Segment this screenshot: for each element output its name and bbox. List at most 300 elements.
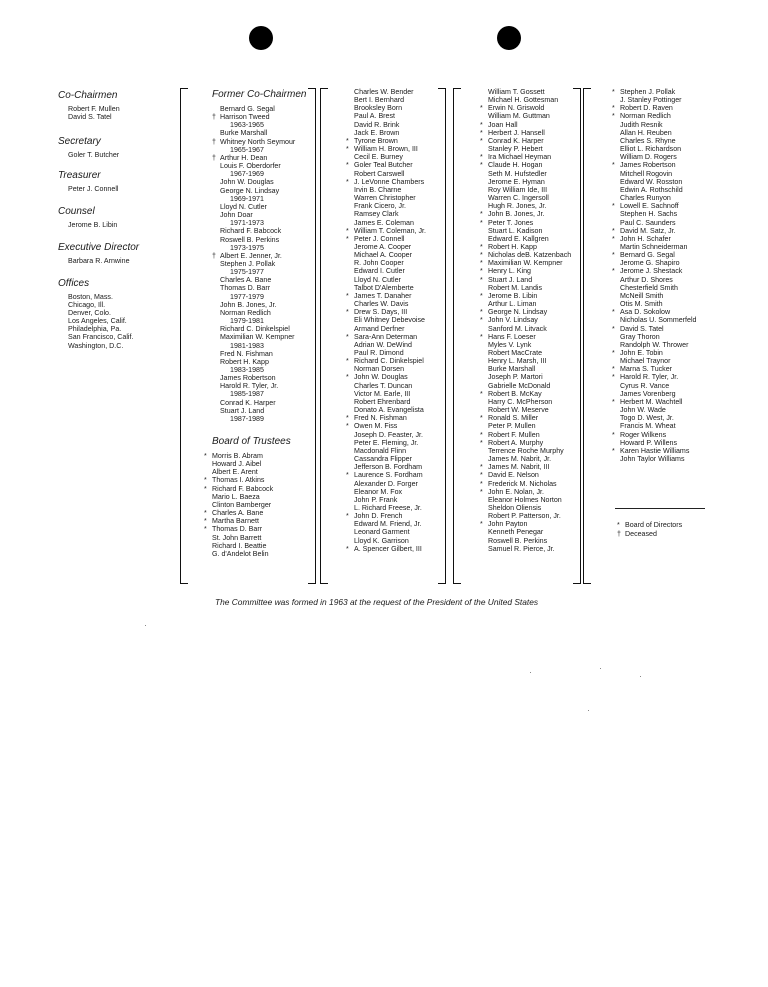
member-row — [204, 476, 291, 484]
member-marker: * — [346, 145, 349, 154]
member-name: Howard J. Aibel — [212, 460, 262, 469]
member-row — [346, 292, 426, 300]
member-marker: * — [480, 463, 483, 472]
member-row — [480, 316, 571, 324]
asterisk-marker: * — [617, 521, 620, 529]
member-name: Samuel R. Pierce, Jr. — [488, 544, 555, 553]
member-name: Sanford M. Litvack — [488, 324, 547, 333]
member-name: Joseph P. Martori — [488, 373, 543, 382]
member-name: Stephen H. Sachs — [620, 210, 678, 219]
member-row — [346, 496, 426, 504]
member-row — [480, 398, 571, 406]
member-name: Charles W. Davis — [354, 300, 409, 309]
member-name: G. d'Andelot Belin — [212, 549, 269, 558]
member-marker: * — [346, 136, 349, 145]
member-name: James E. Coleman — [354, 218, 414, 227]
member-row — [480, 528, 571, 536]
member-marker: * — [612, 365, 615, 374]
member-row — [612, 243, 696, 251]
member-row — [612, 88, 696, 96]
member-marker: * — [204, 509, 207, 518]
member-row — [612, 300, 696, 308]
member-row — [346, 414, 426, 422]
member-row — [212, 333, 306, 341]
member-row — [346, 276, 426, 284]
member-name: Richard C. Dinkelspiel — [220, 325, 290, 334]
member-row — [612, 373, 696, 381]
member-row — [480, 373, 571, 381]
member-name: Myles V. Lynk — [488, 340, 532, 349]
member-row — [212, 268, 306, 276]
member-row — [612, 129, 696, 137]
member-name: Lloyd K. Garrison — [354, 536, 409, 545]
member-row — [480, 243, 571, 251]
member-name: Terrence Roche Murphy — [488, 446, 564, 455]
member-name: Martha Barnett — [212, 517, 259, 526]
member-row — [480, 308, 571, 316]
member-name: John W. Douglas — [354, 373, 408, 382]
officer-name: Goler T. Butcher — [68, 151, 120, 159]
member-row — [346, 439, 426, 447]
member-row — [204, 452, 291, 460]
member-row — [212, 178, 306, 186]
member-row — [480, 300, 571, 308]
member-name: Robert H. Kapp — [220, 357, 269, 366]
member-marker: * — [480, 136, 483, 145]
member-name: Eleanor M. Fox — [354, 487, 403, 496]
member-marker: * — [480, 267, 483, 276]
member-row — [346, 243, 426, 251]
member-row — [480, 112, 571, 120]
member-row — [346, 431, 426, 439]
member-name: William T. Coleman, Jr. — [354, 226, 427, 235]
member-name: Roswell B. Perkins — [220, 235, 280, 244]
member-row — [346, 137, 426, 145]
officer-name: Peter J. Connell — [68, 185, 119, 193]
binder-hole-right — [497, 26, 521, 50]
member-row — [212, 162, 306, 170]
member-name: Edward I. Cutler — [354, 267, 405, 276]
member-name: Victor M. Earle, III — [354, 389, 411, 398]
member-marker: * — [346, 332, 349, 341]
member-marker: * — [612, 397, 615, 406]
member-name: William D. Rogers — [620, 153, 677, 162]
section-offices — [58, 278, 134, 350]
member-row — [212, 309, 306, 317]
member-row — [612, 145, 696, 153]
member-name: Norman Dorsen — [354, 365, 405, 374]
binder-hole-left — [249, 26, 273, 50]
member-row — [612, 349, 696, 357]
member-row — [346, 390, 426, 398]
member-row — [346, 202, 426, 210]
member-row — [480, 186, 571, 194]
legend — [617, 521, 682, 538]
member-row — [346, 398, 426, 406]
member-marker: * — [480, 520, 483, 529]
member-marker: * — [346, 357, 349, 366]
member-name: Elliot L. Richardson — [620, 145, 682, 154]
member-row — [612, 202, 696, 210]
member-row — [212, 260, 306, 268]
member-name: Stuart L. Kadison — [488, 226, 543, 235]
member-row — [346, 308, 426, 316]
section-title: Offices — [58, 278, 90, 289]
member-name: Karen Hastie Williams — [620, 446, 690, 455]
member-name: John Taylor Williams — [620, 455, 685, 464]
member-marker: † — [212, 153, 216, 162]
member-row — [480, 202, 571, 210]
member-name: John B. Jones, Jr. — [488, 210, 545, 219]
member-marker: * — [612, 349, 615, 357]
member-name: Clinton Bamberger — [212, 500, 272, 509]
member-row — [212, 284, 306, 292]
member-row — [612, 121, 696, 129]
member-marker: * — [480, 210, 483, 219]
member-row — [346, 365, 426, 373]
office-city: Philadelphia, Pa. — [68, 325, 122, 334]
member-name: Roswell B. Perkins — [488, 536, 548, 545]
member-name: Robert P. Patterson, Jr. — [488, 512, 561, 521]
member-row — [346, 96, 426, 104]
member-marker: * — [480, 104, 483, 113]
member-name: Mario L. Baeza — [212, 492, 260, 501]
member-name: Chesterfield Smith — [620, 283, 678, 292]
member-row — [204, 542, 291, 550]
member-name: Paul R. Dimond — [354, 349, 404, 357]
bracket-close-2 — [438, 88, 446, 584]
section-executive-director — [58, 242, 140, 265]
member-name: Robert A. Murphy — [488, 438, 544, 447]
member-marker: * — [612, 446, 615, 455]
member-name: J. Stanley Pottinger — [620, 96, 682, 105]
member-name: Jerome B. Libin — [488, 291, 538, 300]
member-row — [612, 96, 696, 104]
section-title: Secretary — [58, 136, 101, 147]
member-row — [480, 145, 571, 153]
member-name: Charles Runyon — [620, 194, 671, 203]
member-row — [204, 525, 291, 533]
member-row — [346, 88, 426, 96]
member-name: Fred N. Fishman — [354, 414, 407, 423]
member-name: Jefferson B. Fordham — [354, 463, 423, 472]
member-name: Paul A. Brest — [354, 112, 396, 121]
member-row — [346, 341, 426, 349]
member-name: Drew S. Days, III — [354, 308, 408, 317]
member-row — [346, 284, 426, 292]
member-name: John Payton — [488, 520, 528, 529]
member-name: Seth M. Hufstedler — [488, 169, 547, 178]
member-row — [480, 390, 571, 398]
member-marker: * — [480, 291, 483, 300]
member-row — [346, 161, 426, 169]
member-marker: * — [480, 259, 483, 268]
member-row — [346, 145, 426, 153]
member-name: Gabrielle McDonald — [488, 381, 551, 390]
member-row — [612, 276, 696, 284]
member-name: Richard F. Babcock — [212, 484, 274, 493]
member-row — [346, 104, 426, 112]
member-name: Allan H. Reuben — [620, 128, 672, 137]
member-row — [480, 227, 571, 235]
member-name: Robert M. Landis — [488, 283, 543, 292]
footer-note: The Committee was formed in 1963 at the request of the President of the United States — [215, 597, 539, 607]
member-name: John W. Douglas — [220, 178, 274, 187]
member-row — [612, 439, 696, 447]
member-row — [212, 293, 306, 301]
member-row — [612, 235, 696, 243]
legend-rule — [615, 508, 705, 509]
member-marker: * — [480, 128, 483, 137]
member-name: Jack E. Brown — [354, 128, 400, 137]
member-marker: * — [480, 332, 483, 341]
member-row — [480, 414, 571, 422]
member-marker: * — [612, 112, 615, 121]
member-name: Bernard G. Segal — [220, 105, 275, 113]
member-row — [612, 178, 696, 186]
member-marker: * — [346, 291, 349, 300]
member-name: Nicholas deB. Katzenbach — [488, 251, 572, 260]
member-row — [346, 227, 426, 235]
member-name: 1985-1987 — [230, 390, 264, 399]
member-row — [212, 358, 306, 366]
member-row — [612, 365, 696, 373]
member-name: Richard C. Dinkelspiel — [354, 357, 424, 366]
member-name: Gray Thoron — [620, 332, 660, 341]
member-marker: * — [480, 389, 483, 398]
member-name: Harold R. Tyler, Jr. — [220, 382, 279, 391]
member-row — [480, 439, 571, 447]
member-name: Edward W. Rosston — [620, 177, 683, 186]
member-name: Erwin N. Griswold — [488, 104, 545, 113]
member-row — [612, 112, 696, 120]
member-row — [480, 276, 571, 284]
member-name: John P. Frank — [354, 495, 398, 504]
member-name: Thomas D. Barr — [212, 525, 263, 534]
member-row — [212, 342, 306, 350]
member-row — [346, 463, 426, 471]
member-row — [204, 509, 291, 517]
member-name: Herbert J. Hansell — [488, 128, 545, 137]
former-co-chairmen-title: Former Co-Chairmen — [212, 89, 307, 100]
member-marker: * — [204, 525, 207, 534]
member-name: David S. Tatel — [620, 324, 664, 333]
member-name: William T. Gossett — [488, 88, 545, 96]
member-row — [212, 407, 306, 415]
bracket-close-1 — [308, 88, 316, 584]
member-row — [346, 300, 426, 308]
member-name: Conrad K. Harper — [220, 398, 276, 407]
member-row — [612, 104, 696, 112]
member-row — [346, 480, 426, 488]
member-name: McNeill Smith — [620, 291, 664, 300]
member-name: Roy William Ide, III — [488, 185, 548, 194]
member-row — [612, 284, 696, 292]
member-name: James Robertson — [220, 374, 276, 383]
member-row — [212, 244, 306, 252]
member-row — [612, 390, 696, 398]
member-row — [612, 292, 696, 300]
member-name: Warren C. Ingersoll — [488, 194, 549, 203]
member-row — [346, 382, 426, 390]
member-row — [204, 534, 291, 542]
member-row — [480, 325, 571, 333]
trustees-column-3 — [346, 88, 426, 553]
section-title: Treasurer — [58, 170, 101, 181]
trustees-column-4 — [480, 88, 571, 553]
member-name: Brooksley Born — [354, 104, 403, 113]
scan-speck — [640, 676, 641, 677]
member-name: Talbot D'Alemberte — [354, 283, 414, 292]
officer-name: Robert F. Mullen — [68, 105, 120, 113]
member-row — [612, 186, 696, 194]
member-name: Goler Teal Butcher — [354, 161, 413, 170]
member-row — [480, 496, 571, 504]
member-row — [480, 504, 571, 512]
member-name: Joseph D. Feaster, Jr. — [354, 430, 423, 439]
member-name: Albert E. Arent — [212, 468, 258, 477]
member-name: Otis M. Smith — [620, 300, 663, 309]
member-name: Fred N. Fishman — [220, 349, 273, 358]
member-row — [346, 259, 426, 267]
member-name: Robert D. Raven — [620, 104, 673, 113]
member-name: Togo D. West, Jr. — [620, 414, 674, 423]
member-name: Stephen J. Pollak — [620, 88, 676, 96]
member-name: Cecil E. Burney — [354, 153, 403, 162]
member-row — [346, 186, 426, 194]
member-row — [212, 113, 306, 121]
member-marker: † — [212, 113, 216, 122]
member-name: Macdonald Flinn — [354, 446, 407, 455]
member-row — [212, 146, 306, 154]
member-marker: * — [346, 512, 349, 521]
member-row — [346, 455, 426, 463]
member-name: Stephen J. Pollak — [220, 259, 276, 268]
member-name: Owen M. Fiss — [354, 422, 398, 431]
member-name: Charles W. Bender — [354, 88, 414, 96]
member-marker: * — [480, 218, 483, 227]
member-row — [212, 276, 306, 284]
member-marker: * — [480, 120, 483, 129]
section-title: Executive Director — [58, 242, 140, 253]
member-name: David M. Satz, Jr. — [620, 226, 676, 235]
bracket-close-3 — [573, 88, 581, 584]
member-row — [346, 333, 426, 341]
member-row — [480, 471, 571, 479]
member-row — [612, 422, 696, 430]
member-name: Cyrus R. Vance — [620, 381, 670, 390]
section-secretary — [58, 136, 120, 159]
member-marker: * — [480, 275, 483, 284]
member-name: Marna S. Tucker — [620, 365, 673, 374]
member-marker: * — [612, 234, 615, 243]
member-row — [204, 460, 291, 468]
member-row — [480, 488, 571, 496]
member-row — [480, 422, 571, 430]
member-marker: * — [346, 544, 349, 553]
member-name: Peter T. Jones — [488, 218, 534, 227]
member-row — [346, 210, 426, 218]
member-name: Charles A. Bane — [220, 276, 272, 285]
former-co-chairmen-column — [212, 89, 306, 423]
member-marker: * — [346, 234, 349, 243]
member-name: Frederick M. Nicholas — [488, 479, 557, 488]
member-name: Harold R. Tyler, Jr. — [620, 373, 679, 382]
member-row — [346, 170, 426, 178]
member-name: Leonard Garment — [354, 528, 410, 537]
member-row — [480, 292, 571, 300]
member-name: J. LeVonne Chambers — [354, 177, 425, 186]
member-row — [204, 485, 291, 493]
member-name: Joan Hall — [488, 120, 518, 129]
member-row — [480, 284, 571, 292]
member-row — [212, 399, 306, 407]
member-row — [346, 545, 426, 553]
member-name: James T. Danaher — [354, 291, 412, 300]
member-name: Arthur L. Liman — [488, 300, 537, 309]
member-row — [346, 112, 426, 120]
member-name: Lowell E. Sachnoff — [620, 202, 679, 211]
member-marker: * — [612, 308, 615, 317]
member-row — [612, 382, 696, 390]
member-name: Michael H. Gottesman — [488, 96, 559, 105]
member-row — [612, 357, 696, 365]
bracket-open-2 — [320, 88, 328, 584]
member-row — [480, 194, 571, 202]
member-name: L. Richard Freese, Jr. — [354, 503, 422, 512]
member-row — [612, 161, 696, 169]
member-marker: * — [480, 308, 483, 317]
member-row — [612, 398, 696, 406]
member-row — [612, 137, 696, 145]
member-row — [346, 194, 426, 202]
member-name: Bernard G. Segal — [620, 251, 675, 260]
member-name: Adrian W. DeWind — [354, 340, 412, 349]
member-name: Nicholas U. Sommerfeld — [620, 316, 697, 325]
member-marker: * — [204, 452, 207, 460]
member-name: Burke Marshall — [488, 365, 536, 374]
member-row — [612, 333, 696, 341]
member-row — [346, 178, 426, 186]
member-name: Warren Christopher — [354, 194, 416, 203]
member-name: George N. Lindsay — [488, 308, 548, 317]
member-name: William M. Guttman — [488, 112, 550, 121]
member-marker: * — [612, 104, 615, 113]
member-name: David E. Nelson — [488, 471, 539, 480]
trustees-column-5 — [612, 88, 696, 463]
member-name: Robert Carswell — [354, 169, 405, 178]
member-name: Harrison Tweed — [220, 113, 270, 122]
member-row — [480, 349, 571, 357]
member-name: Hans F. Loeser — [488, 332, 536, 341]
member-name: John Doar — [220, 211, 253, 220]
legend-item-deceased — [617, 530, 682, 539]
scan-speck — [530, 672, 531, 673]
member-row — [480, 259, 571, 267]
member-row — [346, 520, 426, 528]
member-row — [212, 211, 306, 219]
member-row — [612, 316, 696, 324]
member-name: John V. Lindsay — [488, 316, 538, 325]
member-name: Richard I. Beattie — [212, 541, 267, 550]
member-row — [346, 504, 426, 512]
member-row — [204, 468, 291, 476]
member-name: Eleanor Holmes Norton — [488, 495, 562, 504]
member-row — [480, 137, 571, 145]
office-city: Washington, D.C. — [68, 341, 124, 350]
member-name: Donato A. Evangelista — [354, 406, 424, 415]
member-row — [612, 227, 696, 235]
